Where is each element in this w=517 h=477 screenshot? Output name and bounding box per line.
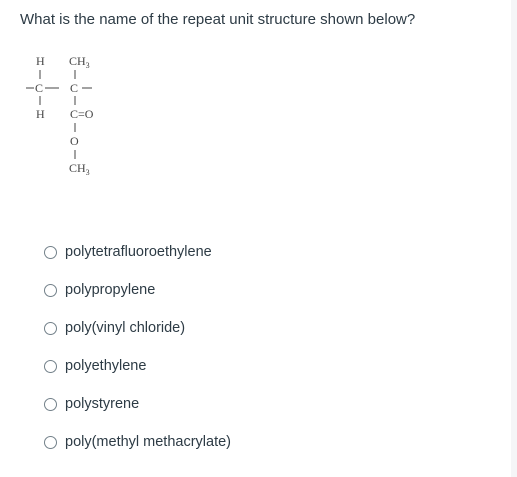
group-carbonyl: C=O xyxy=(70,107,94,121)
radio-button[interactable] xyxy=(44,436,57,449)
group-ch3-bottom: $CH_3$ xyxy=(69,161,90,177)
radio-button[interactable] xyxy=(44,360,57,373)
atom-o-ester: O xyxy=(70,134,79,148)
question-text: What is the name of the repeat unit structure shown below? xyxy=(20,11,416,28)
option-label[interactable]: poly(methyl methacrylate) xyxy=(65,434,231,450)
option-polymethyl-methacrylate[interactable] xyxy=(44,423,444,461)
option-label[interactable]: polytetrafluoroethylene xyxy=(65,244,212,260)
option-polyethylene[interactable] xyxy=(44,347,444,385)
radio-button[interactable] xyxy=(44,246,57,259)
atom-c-left: C xyxy=(35,81,44,95)
option-label[interactable]: polystyrene xyxy=(65,396,140,412)
option-polystyrene[interactable] xyxy=(44,385,444,423)
option-label[interactable]: polypropylene xyxy=(65,282,156,298)
radio-button[interactable] xyxy=(44,322,57,335)
repeat-unit-structure-diagram xyxy=(24,48,134,188)
atom-h-top: H xyxy=(36,54,45,68)
group-ch3-top: $CH_3$ xyxy=(69,54,90,70)
atom-c-right: C xyxy=(70,81,79,95)
option-label[interactable]: polyethylene xyxy=(65,358,147,374)
answer-options xyxy=(44,233,444,461)
radio-button[interactable] xyxy=(44,284,57,297)
option-polyvinyl-chloride[interactable] xyxy=(44,309,444,347)
option-polypropylene[interactable] xyxy=(44,271,444,309)
radio-button[interactable] xyxy=(44,398,57,411)
atom-h-bottom: H xyxy=(36,107,45,121)
option-label[interactable]: poly(vinyl chloride) xyxy=(65,320,186,336)
option-polytetrafluoroethylene[interactable] xyxy=(44,233,444,271)
